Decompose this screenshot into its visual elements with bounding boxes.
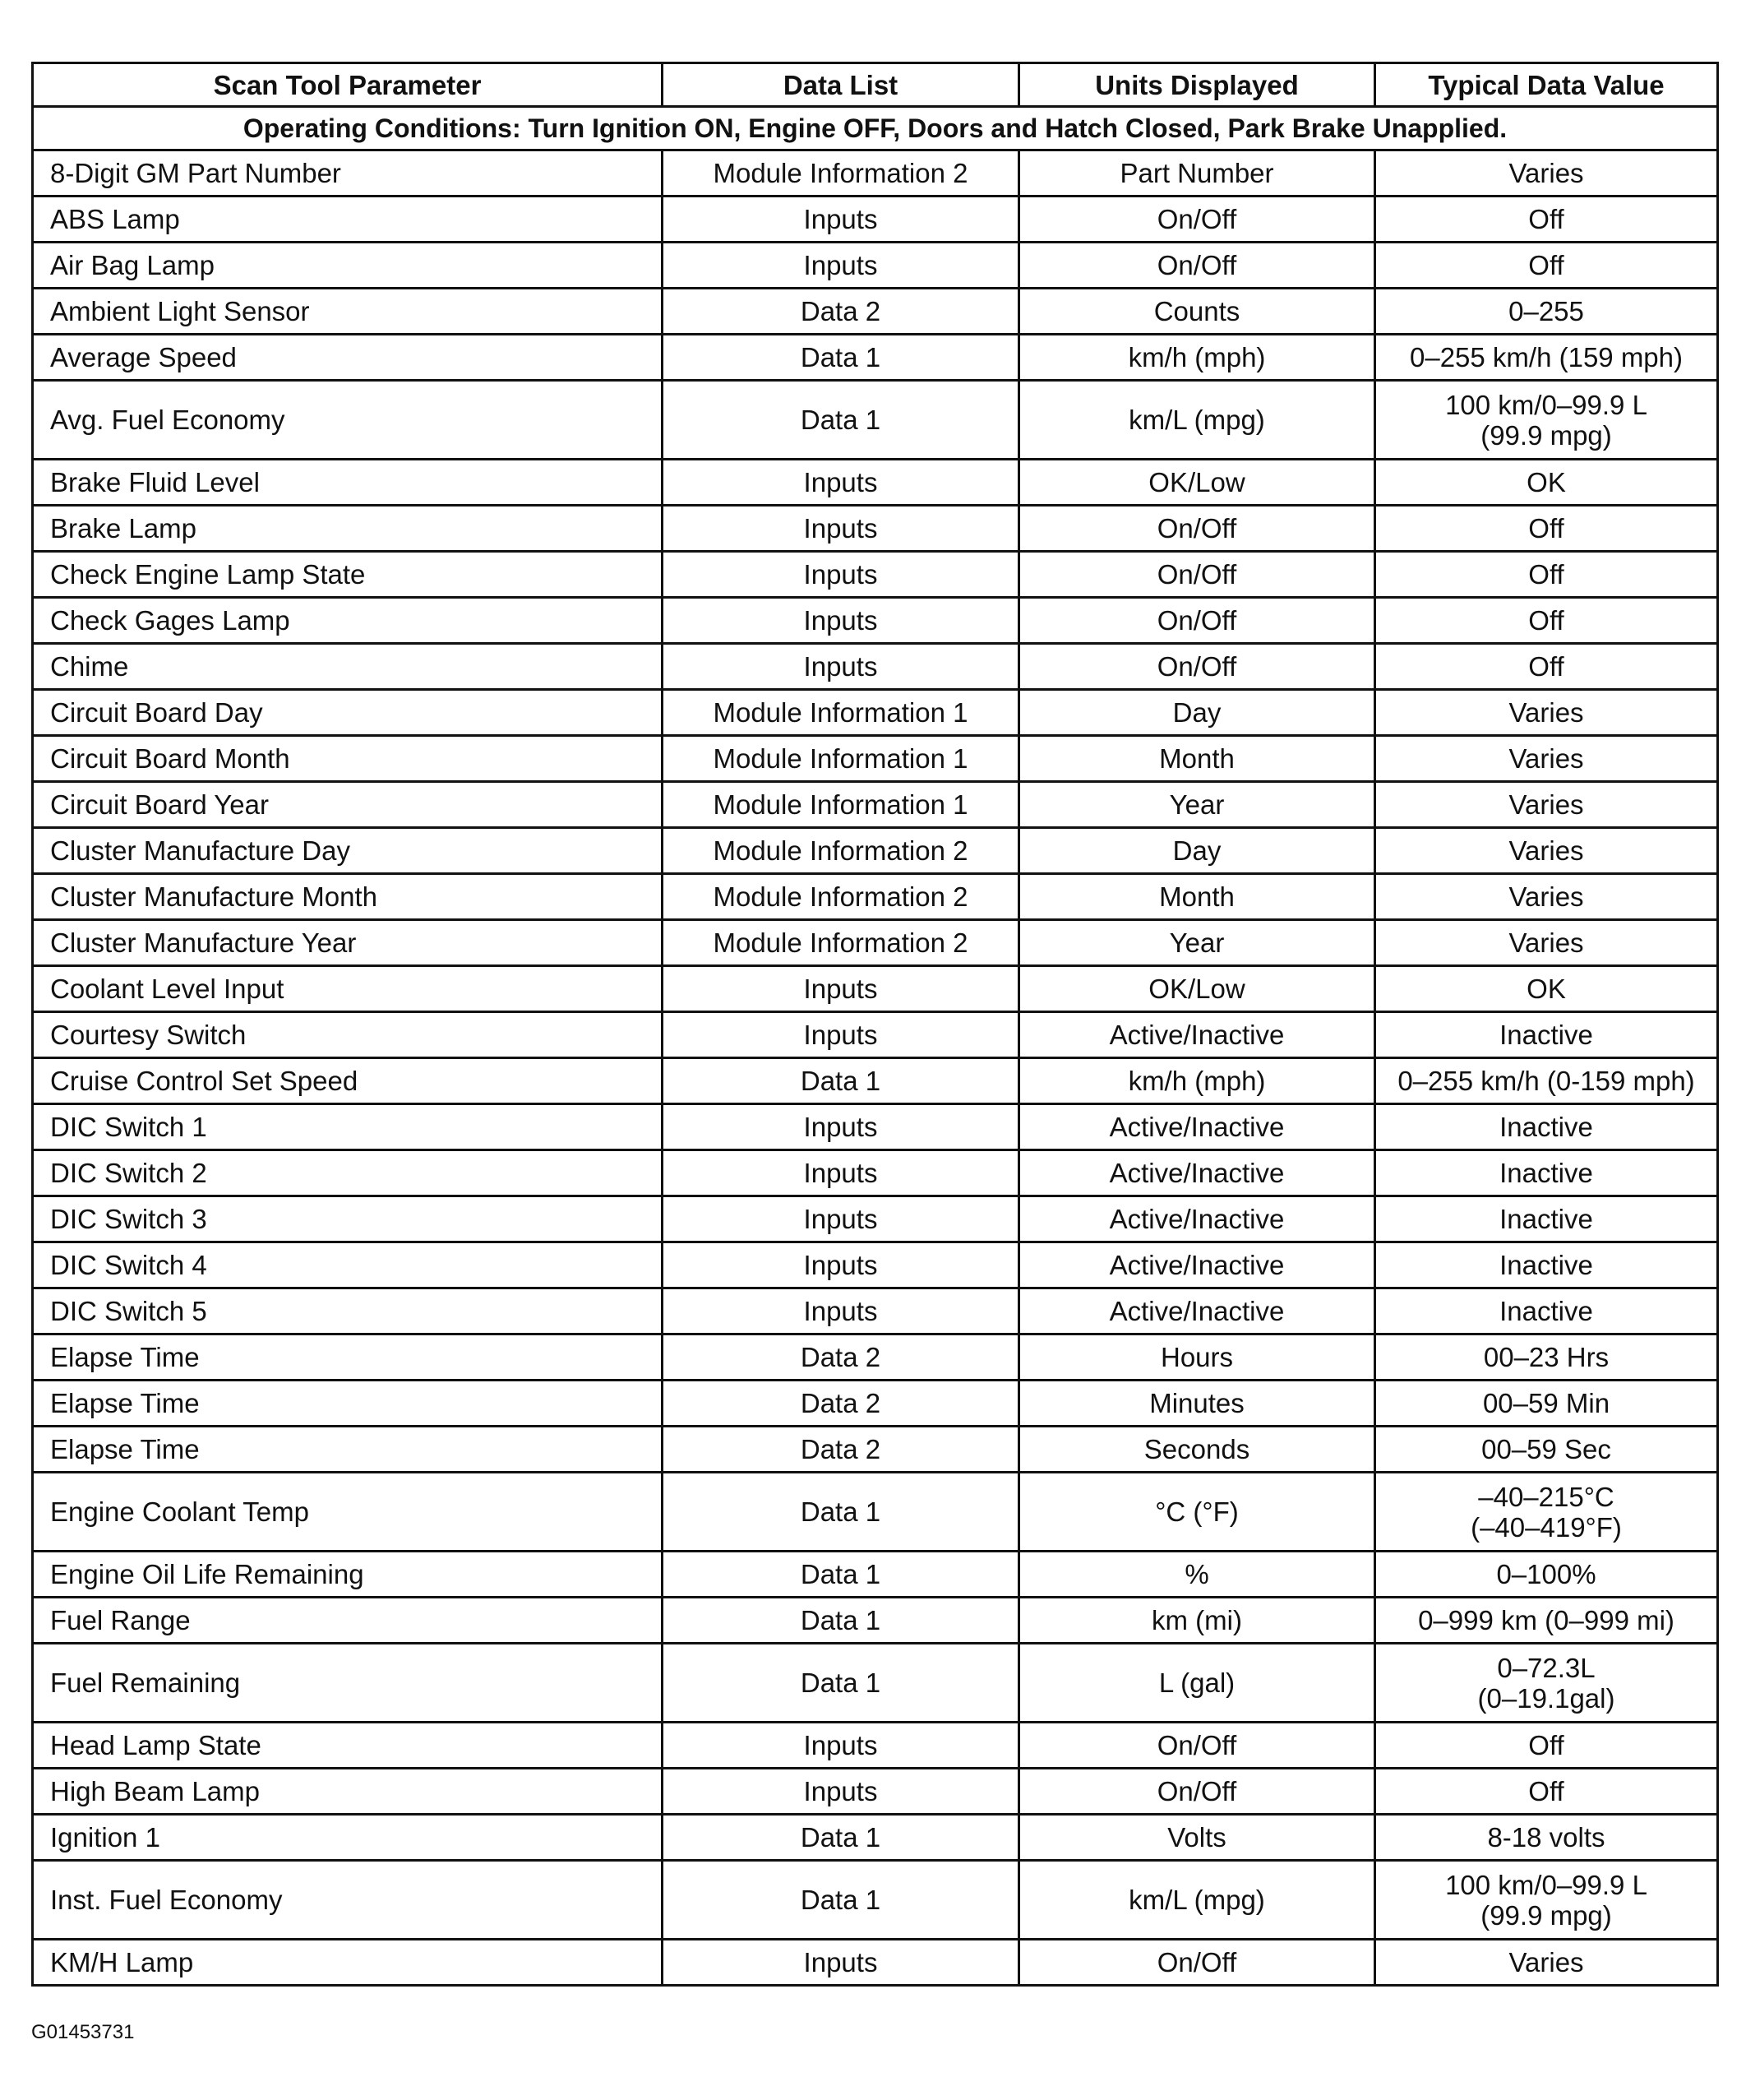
- cell-typical-data-value: 0–72.3L (0–19.1gal): [1375, 1644, 1718, 1723]
- table-row: [33, 335, 1718, 381]
- cell-typical-data-value: 0–100%: [1375, 1552, 1718, 1598]
- table-row: [33, 289, 1718, 335]
- cell-units-displayed: Month: [1019, 874, 1375, 920]
- cell-units-displayed: Seconds: [1019, 1427, 1375, 1473]
- cell-units-displayed: km/h (mph): [1019, 1058, 1375, 1104]
- cell-units-displayed: Active/Inactive: [1019, 1196, 1375, 1242]
- cell-typical-data-value: Inactive: [1375, 1288, 1718, 1334]
- cell-scan-tool-parameter: Engine Coolant Temp: [33, 1473, 663, 1552]
- cell-units-displayed: Active/Inactive: [1019, 1104, 1375, 1150]
- cell-data-list: Inputs: [663, 1196, 1019, 1242]
- cell-data-list: Inputs: [663, 1012, 1019, 1058]
- table-row: [33, 874, 1718, 920]
- cell-typical-data-value: 00–59 Min: [1375, 1381, 1718, 1427]
- table-row: [33, 1815, 1718, 1861]
- cell-typical-data-value: Inactive: [1375, 1150, 1718, 1196]
- cell-data-list: Inputs: [663, 1242, 1019, 1288]
- cell-data-list: Data 2: [663, 1427, 1019, 1473]
- cell-scan-tool-parameter: Brake Fluid Level: [33, 460, 663, 506]
- cell-data-list: Inputs: [663, 552, 1019, 598]
- cell-data-list: Module Information 2: [663, 874, 1019, 920]
- cell-scan-tool-parameter: Coolant Level Input: [33, 966, 663, 1012]
- table-row: [33, 690, 1718, 736]
- table-row: [33, 1769, 1718, 1815]
- table-row: [33, 1058, 1718, 1104]
- cell-scan-tool-parameter: Courtesy Switch: [33, 1012, 663, 1058]
- cell-data-list: Inputs: [663, 197, 1019, 243]
- cell-scan-tool-parameter: Cruise Control Set Speed: [33, 1058, 663, 1104]
- table-row: [33, 1381, 1718, 1427]
- cell-typical-data-value: Inactive: [1375, 1012, 1718, 1058]
- table-row: [33, 552, 1718, 598]
- cell-data-list: Module Information 1: [663, 690, 1019, 736]
- cell-typical-data-value: OK: [1375, 460, 1718, 506]
- cell-data-list: Data 1: [663, 1598, 1019, 1644]
- cell-units-displayed: km/h (mph): [1019, 335, 1375, 381]
- cell-units-displayed: Year: [1019, 782, 1375, 828]
- operating-conditions: Operating Conditions: Turn Ignition ON, Engine OFF, Doors and Hatch Closed, Park Brake Unapplied.: [33, 107, 1718, 150]
- cell-data-list: Data 1: [663, 381, 1019, 460]
- cell-units-displayed: Counts: [1019, 289, 1375, 335]
- table-row: [33, 1427, 1718, 1473]
- table-row: [33, 598, 1718, 644]
- cell-typical-data-value: Varies: [1375, 736, 1718, 782]
- cell-data-list: Inputs: [663, 1104, 1019, 1150]
- cell-scan-tool-parameter: DIC Switch 4: [33, 1242, 663, 1288]
- cell-data-list: Data 1: [663, 335, 1019, 381]
- cell-scan-tool-parameter: Ambient Light Sensor: [33, 289, 663, 335]
- cell-units-displayed: km/L (mpg): [1019, 1861, 1375, 1940]
- cell-units-displayed: On/Off: [1019, 197, 1375, 243]
- cell-typical-data-value: Varies: [1375, 690, 1718, 736]
- cell-data-list: Data 1: [663, 1552, 1019, 1598]
- table-row: [33, 1288, 1718, 1334]
- cell-typical-data-value: 00–59 Sec: [1375, 1427, 1718, 1473]
- cell-units-displayed: On/Off: [1019, 552, 1375, 598]
- cell-scan-tool-parameter: Circuit Board Year: [33, 782, 663, 828]
- cell-typical-data-value: 0–255 km/h (159 mph): [1375, 335, 1718, 381]
- table-header: [33, 63, 1718, 150]
- cell-scan-tool-parameter: DIC Switch 2: [33, 1150, 663, 1196]
- cell-scan-tool-parameter: Cluster Manufacture Year: [33, 920, 663, 966]
- cell-typical-data-value: Varies: [1375, 782, 1718, 828]
- scan-tool-data-table: [31, 62, 1719, 1987]
- table-row: [33, 1598, 1718, 1644]
- cell-scan-tool-parameter: Elapse Time: [33, 1381, 663, 1427]
- cell-typical-data-value: Inactive: [1375, 1104, 1718, 1150]
- cell-scan-tool-parameter: DIC Switch 1: [33, 1104, 663, 1150]
- cell-units-displayed: km/L (mpg): [1019, 381, 1375, 460]
- cell-units-displayed: Hours: [1019, 1334, 1375, 1381]
- cell-data-list: Inputs: [663, 1150, 1019, 1196]
- cell-scan-tool-parameter: Check Gages Lamp: [33, 598, 663, 644]
- cell-data-list: Inputs: [663, 1288, 1019, 1334]
- cell-data-list: Inputs: [663, 460, 1019, 506]
- cell-typical-data-value: 100 km/0–99.9 L (99.9 mpg): [1375, 1861, 1718, 1940]
- cell-units-displayed: Part Number: [1019, 150, 1375, 197]
- cell-units-displayed: Year: [1019, 920, 1375, 966]
- scan-tool-data-table-container: [31, 62, 1716, 1987]
- cell-scan-tool-parameter: Avg. Fuel Economy: [33, 381, 663, 460]
- cell-data-list: Inputs: [663, 966, 1019, 1012]
- cell-units-displayed: On/Off: [1019, 644, 1375, 690]
- cell-scan-tool-parameter: Elapse Time: [33, 1427, 663, 1473]
- cell-data-list: Inputs: [663, 598, 1019, 644]
- cell-units-displayed: Minutes: [1019, 1381, 1375, 1427]
- table-row: [33, 460, 1718, 506]
- cell-data-list: Data 2: [663, 1381, 1019, 1427]
- table-row: [33, 506, 1718, 552]
- cell-data-list: Module Information 2: [663, 150, 1019, 197]
- cell-scan-tool-parameter: DIC Switch 5: [33, 1288, 663, 1334]
- cell-typical-data-value: OK: [1375, 966, 1718, 1012]
- table-row: [33, 1723, 1718, 1769]
- cell-typical-data-value: Off: [1375, 506, 1718, 552]
- cell-scan-tool-parameter: Circuit Board Month: [33, 736, 663, 782]
- cell-typical-data-value: Off: [1375, 197, 1718, 243]
- cell-units-displayed: Day: [1019, 828, 1375, 874]
- header-row: [33, 63, 1718, 107]
- header-data-list: Data List: [663, 63, 1019, 107]
- header-scan-tool-parameter: Scan Tool Parameter: [33, 63, 663, 107]
- cell-units-displayed: %: [1019, 1552, 1375, 1598]
- cell-units-displayed: On/Off: [1019, 243, 1375, 289]
- cell-typical-data-value: Varies: [1375, 920, 1718, 966]
- cell-typical-data-value: –40–215°C (–40–419°F): [1375, 1473, 1718, 1552]
- cell-data-list: Inputs: [663, 644, 1019, 690]
- cell-typical-data-value: Varies: [1375, 828, 1718, 874]
- table-row: [33, 644, 1718, 690]
- cell-scan-tool-parameter: ABS Lamp: [33, 197, 663, 243]
- cell-typical-data-value: Off: [1375, 1723, 1718, 1769]
- cell-units-displayed: km (mi): [1019, 1598, 1375, 1644]
- cell-typical-data-value: 0–255 km/h (0-159 mph): [1375, 1058, 1718, 1104]
- cell-typical-data-value: 8-18 volts: [1375, 1815, 1718, 1861]
- table-row: [33, 1150, 1718, 1196]
- cell-units-displayed: On/Off: [1019, 598, 1375, 644]
- cell-units-displayed: Day: [1019, 690, 1375, 736]
- cell-data-list: Module Information 2: [663, 920, 1019, 966]
- cell-units-displayed: Active/Inactive: [1019, 1288, 1375, 1334]
- cell-scan-tool-parameter: Fuel Remaining: [33, 1644, 663, 1723]
- cell-data-list: Data 1: [663, 1473, 1019, 1552]
- cell-typical-data-value: 0–255: [1375, 289, 1718, 335]
- cell-units-displayed: Month: [1019, 736, 1375, 782]
- cell-scan-tool-parameter: Head Lamp State: [33, 1723, 663, 1769]
- cell-data-list: Module Information 1: [663, 782, 1019, 828]
- table-row: [33, 1334, 1718, 1381]
- cell-typical-data-value: Off: [1375, 552, 1718, 598]
- cell-units-displayed: L (gal): [1019, 1644, 1375, 1723]
- cell-scan-tool-parameter: 8-Digit GM Part Number: [33, 150, 663, 197]
- cell-scan-tool-parameter: Inst. Fuel Economy: [33, 1861, 663, 1940]
- cell-scan-tool-parameter: Engine Oil Life Remaining: [33, 1552, 663, 1598]
- table-row: [33, 736, 1718, 782]
- cell-units-displayed: OK/Low: [1019, 460, 1375, 506]
- cell-typical-data-value: Varies: [1375, 874, 1718, 920]
- table-row: [33, 1104, 1718, 1150]
- table-row: [33, 1012, 1718, 1058]
- cell-data-list: Inputs: [663, 506, 1019, 552]
- cell-scan-tool-parameter: Elapse Time: [33, 1334, 663, 1381]
- table-row: [33, 828, 1718, 874]
- cell-data-list: Data 2: [663, 289, 1019, 335]
- cell-data-list: Module Information 2: [663, 828, 1019, 874]
- cell-data-list: Data 1: [663, 1058, 1019, 1104]
- cell-units-displayed: Active/Inactive: [1019, 1242, 1375, 1288]
- cell-typical-data-value: Varies: [1375, 1940, 1718, 1986]
- cell-scan-tool-parameter: Cluster Manufacture Month: [33, 874, 663, 920]
- cell-scan-tool-parameter: Chime: [33, 644, 663, 690]
- cell-units-displayed: Active/Inactive: [1019, 1150, 1375, 1196]
- header-units-displayed: Units Displayed: [1019, 63, 1375, 107]
- cell-scan-tool-parameter: High Beam Lamp: [33, 1769, 663, 1815]
- cell-data-list: Data 2: [663, 1334, 1019, 1381]
- cell-scan-tool-parameter: Fuel Range: [33, 1598, 663, 1644]
- header-typical-data-value: Typical Data Value: [1375, 63, 1718, 107]
- table-row: [33, 1242, 1718, 1288]
- cell-data-list: Inputs: [663, 243, 1019, 289]
- cell-units-displayed: On/Off: [1019, 506, 1375, 552]
- cell-units-displayed: Active/Inactive: [1019, 1012, 1375, 1058]
- cell-typical-data-value: Off: [1375, 243, 1718, 289]
- cell-units-displayed: °C (°F): [1019, 1473, 1375, 1552]
- cell-typical-data-value: Off: [1375, 1769, 1718, 1815]
- cell-scan-tool-parameter: Average Speed: [33, 335, 663, 381]
- cell-units-displayed: Volts: [1019, 1815, 1375, 1861]
- cell-typical-data-value: Off: [1375, 644, 1718, 690]
- cell-data-list: Inputs: [663, 1723, 1019, 1769]
- cell-scan-tool-parameter: Ignition 1: [33, 1815, 663, 1861]
- table-row: [33, 1644, 1718, 1723]
- table-row: [33, 1196, 1718, 1242]
- cell-data-list: Module Information 1: [663, 736, 1019, 782]
- cell-scan-tool-parameter: Check Engine Lamp State: [33, 552, 663, 598]
- cell-scan-tool-parameter: DIC Switch 3: [33, 1196, 663, 1242]
- cell-scan-tool-parameter: Circuit Board Day: [33, 690, 663, 736]
- cell-typical-data-value: 100 km/0–99.9 L (99.9 mpg): [1375, 381, 1718, 460]
- table-row: [33, 381, 1718, 460]
- table-row: [33, 1940, 1718, 1986]
- cell-scan-tool-parameter: KM/H Lamp: [33, 1940, 663, 1986]
- cell-typical-data-value: 0–999 km (0–999 mi): [1375, 1598, 1718, 1644]
- cell-data-list: Data 1: [663, 1861, 1019, 1940]
- operating-conditions-row: [33, 107, 1718, 150]
- cell-data-list: Data 1: [663, 1815, 1019, 1861]
- cell-data-list: Inputs: [663, 1769, 1019, 1815]
- table-row: [33, 150, 1718, 197]
- cell-data-list: Data 1: [663, 1644, 1019, 1723]
- cell-typical-data-value: Off: [1375, 598, 1718, 644]
- figure-id: G01453731: [31, 2021, 135, 2043]
- cell-units-displayed: On/Off: [1019, 1940, 1375, 1986]
- table-row: [33, 1861, 1718, 1940]
- cell-scan-tool-parameter: Cluster Manufacture Day: [33, 828, 663, 874]
- cell-units-displayed: OK/Low: [1019, 966, 1375, 1012]
- table-row: [33, 966, 1718, 1012]
- table-row: [33, 782, 1718, 828]
- cell-scan-tool-parameter: Brake Lamp: [33, 506, 663, 552]
- table-row: [33, 1552, 1718, 1598]
- cell-data-list: Inputs: [663, 1940, 1019, 1986]
- table-body: [33, 150, 1718, 1986]
- cell-units-displayed: On/Off: [1019, 1769, 1375, 1815]
- cell-scan-tool-parameter: Air Bag Lamp: [33, 243, 663, 289]
- table-row: [33, 920, 1718, 966]
- cell-typical-data-value: Inactive: [1375, 1196, 1718, 1242]
- cell-typical-data-value: 00–23 Hrs: [1375, 1334, 1718, 1381]
- table-row: [33, 243, 1718, 289]
- cell-typical-data-value: Varies: [1375, 150, 1718, 197]
- table-row: [33, 1473, 1718, 1552]
- cell-units-displayed: On/Off: [1019, 1723, 1375, 1769]
- table-row: [33, 197, 1718, 243]
- cell-typical-data-value: Inactive: [1375, 1242, 1718, 1288]
